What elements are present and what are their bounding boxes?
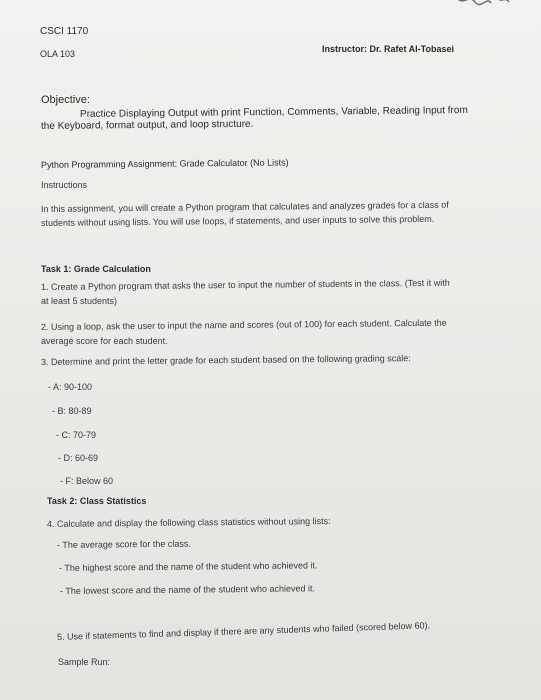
- instructor-name: Instructor: Dr. Rafet Al-Tobasei: [322, 44, 455, 54]
- stat-highest: - The highest score and the name of the student who achieved it.: [58, 560, 318, 573]
- task1-item2-line1: 2. Using a loop, ask the user to input the name and scores (out of 100) for each student. Calculate the: [40, 317, 447, 332]
- task1-item1-line1: 1. Create a Python program that asks the user to input the number of students in the class. (Test it with: [40, 277, 450, 292]
- task1-item2-line2: average score for each student.: [41, 336, 168, 346]
- grade-scale-a: - A: 90-100: [48, 382, 93, 392]
- assignment-title: Python Programming Assignment: Grade Calculator (No Lists): [40, 157, 289, 170]
- grade-scale-d: - D: 60-69: [58, 453, 99, 463]
- task2-item5: 5. Use if statements to find and display if there are any students who failed (scored below 60).: [56, 620, 431, 642]
- task2-heading: Task 2: Class Statistics: [47, 496, 147, 506]
- intro-line-1: In this assignment, you will create a Python program that calculates and analyzes grades for a class of: [40, 199, 449, 214]
- grade-scale-b: - B: 80-89: [52, 406, 92, 416]
- course-code: CSCI 1170: [40, 26, 89, 37]
- task1-item3: 3. Determine and print the letter grade for each student based on the following grading scale:: [40, 353, 411, 367]
- instructions-label: Instructions: [41, 180, 88, 190]
- grade-scale-f: - F: Below 60: [60, 476, 114, 486]
- task2-item4: 4. Calculate and display the following class statistics without using lists:: [46, 516, 331, 529]
- sample-run-label: Sample Run:: [58, 657, 111, 667]
- task1-heading: Task 1: Grade Calculation: [41, 264, 151, 274]
- grade-scale-c: - C: 70-79: [56, 430, 97, 440]
- task1-item1-line2: at least 5 students): [41, 296, 118, 306]
- stat-lowest: - The lowest score and the name of the student who achieved it.: [59, 583, 316, 596]
- intro-line-2: students without using lists. You will use loops, if statements, and user inputs to solve this problem.: [40, 213, 435, 228]
- objective-line-2: the Keyboard, format output, and loop structure.: [40, 118, 254, 132]
- handwritten-mark: [453, 0, 513, 10]
- objective-heading: Objective:: [41, 94, 90, 106]
- stat-average: - The average score for the class.: [56, 538, 191, 550]
- objective-line-1: Practice Displaying Output with print Function, Comments, Variable, Reading Input from: [79, 104, 468, 120]
- section-code: OLA 103: [40, 49, 76, 59]
